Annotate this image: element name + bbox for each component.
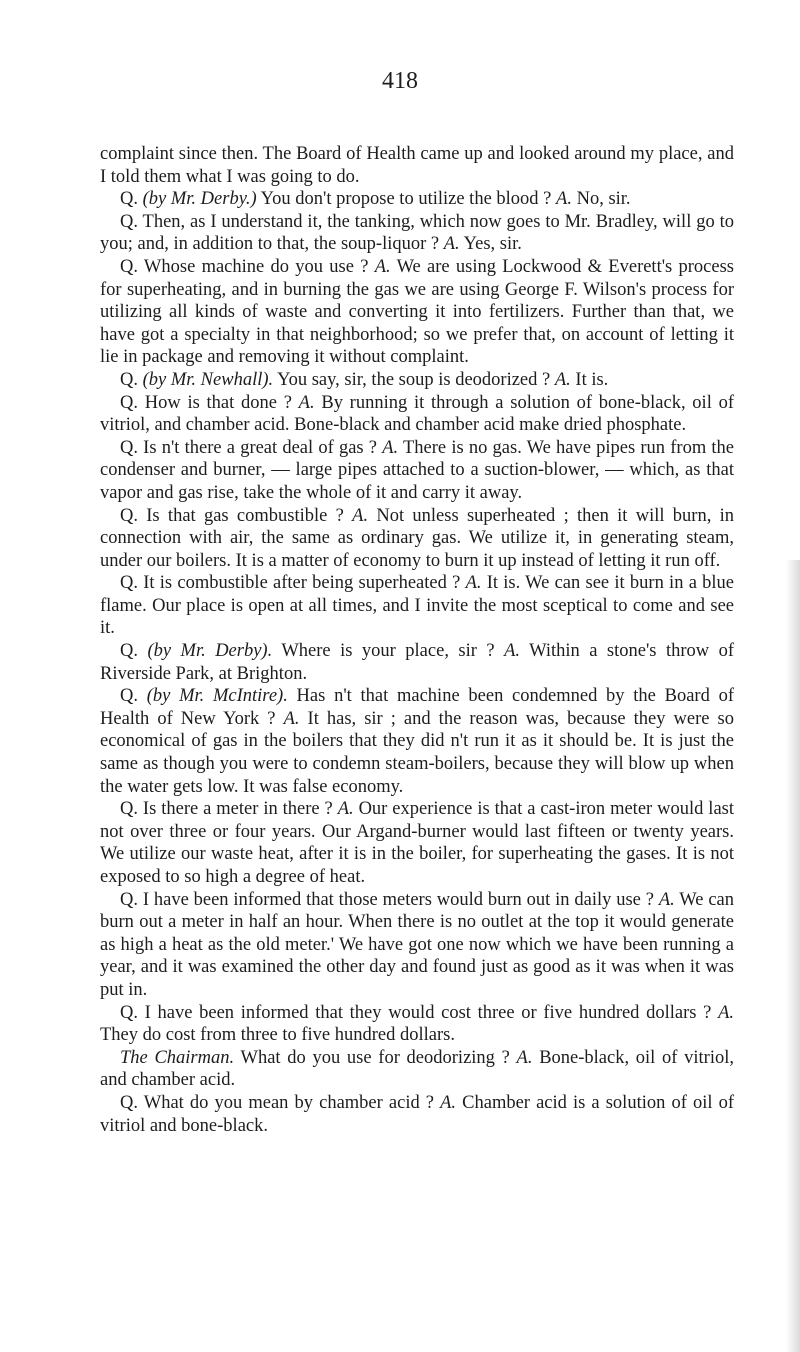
text-run: Q. Is n't there a great deal of gas ?	[120, 437, 383, 458]
text-run: Yes, sir.	[459, 234, 522, 255]
text-run: By running it through a solution of bone-black, oil of vitriol, and chamber acid. Bone-black and chamber acid make dried phosphate.	[100, 392, 734, 436]
italic-text-run: (by Mr. Derby).	[147, 641, 273, 662]
italic-text-run: (by Mr. McIntire).	[146, 686, 288, 707]
italic-text-run: A.	[440, 1092, 457, 1113]
testimony-paragraph	[100, 369, 734, 392]
text-run: What do you use for deodorizing ?	[234, 1047, 517, 1068]
text-run: We can burn out a meter in half an hour. When there is no outlet at the top it would generate as high a heat as the old meter.' We have got one now which we have been running a year, and it was examined the other day and found just as good as it was when it was put in.	[100, 889, 734, 1000]
text-run: Has n't that machine been condemned by the Board of Health of New York ?	[100, 686, 734, 729]
text-run: Q. Then, as I understand it, the tanking, which now goes to Mr. Bradley, will go to you; and, in addition to that, the soup-liquor ?	[100, 211, 734, 255]
text-run: Bone-black, oil of vitriol, and chamber acid.	[100, 1047, 734, 1091]
testimony-paragraph	[100, 392, 734, 437]
text-run: Q. I have been informed that those meters would burn out in daily use ?	[120, 889, 659, 910]
text-run: It is. We can see it burn in a blue flame. Our place is open at all times, and I invite the most sceptical to come and see it.	[100, 573, 734, 639]
testimony-paragraph	[100, 1047, 734, 1092]
text-run: Q.	[120, 686, 147, 707]
text-run: Q. What do you mean by chamber acid ?	[120, 1092, 441, 1113]
text-run: Q.	[120, 189, 143, 210]
italic-text-run: A.	[554, 369, 571, 390]
testimony-paragraph	[100, 1092, 734, 1137]
text-run: We are using Lockwood & Everett's process for superheating, and in burning the gas we are using George F. Wilson's process for utilizing all kinds of waste and converting it into fertilizers. Further than that, we have got a specialty in that neighborhood; so we prefer that, on account of letting it lie in package and removing it without complaint.	[100, 256, 735, 368]
text-run: Q. I have been informed that they would cost three or five hundred dollars ?	[120, 1002, 719, 1023]
testimony-paragraph	[100, 1002, 734, 1047]
text-run: complaint since then. The Board of Health came up and looked around my place, and I told them what I was going to do.	[100, 144, 734, 187]
italic-text-run: A.	[382, 437, 399, 458]
italic-text-run: A.	[516, 1047, 533, 1068]
italic-text-run: A.	[337, 799, 354, 820]
text-run: You don't propose to utilize the blood ?	[256, 189, 557, 210]
italic-text-run: The Chairman.	[120, 1047, 235, 1068]
text-run: They do cost from three to five hundred dollars.	[100, 1025, 455, 1046]
text-run: Q.	[120, 641, 148, 662]
testimony-paragraph	[100, 572, 734, 640]
italic-text-run: A.	[556, 189, 572, 210]
text-run: There is no gas. We have pipes run from the condenser and burner, — large pipes attached to a suction-blower, — which, as that vapor and gas rise, take the whole of it and carry it away.	[100, 437, 734, 503]
testimony-paragraph	[100, 437, 734, 505]
italic-text-run: A.	[465, 573, 482, 594]
text-run: You say, sir, the soup is deodorized ?	[273, 369, 555, 390]
italic-text-run: A.	[298, 392, 315, 413]
italic-text-run: A.	[374, 256, 391, 277]
text-run: Within a stone's throw of Riverside Park, at Brighton.	[100, 641, 734, 684]
gutter-shadow	[786, 560, 800, 1352]
text-run: It is.	[570, 369, 609, 390]
text-run: Q.	[120, 369, 143, 390]
text-run: Q. It is combustible after being superheated ?	[120, 573, 466, 594]
testimony-paragraph	[100, 188, 734, 211]
testimony-paragraph	[100, 256, 734, 369]
testimony-text	[100, 143, 734, 1137]
italic-text-run: A.	[718, 1002, 734, 1023]
italic-text-run: A.	[443, 234, 460, 255]
testimony-paragraph	[100, 505, 734, 573]
text-run: Q. Whose machine do you use ?	[120, 256, 375, 277]
italic-text-run: A.	[352, 505, 369, 526]
text-run: Q. How is that done ?	[120, 392, 299, 413]
italic-text-run: (by Mr. Newhall).	[142, 369, 274, 390]
text-run: Q. Is that gas combustible ?	[120, 505, 353, 526]
text-run: Q. Is there a meter in there ?	[120, 799, 338, 820]
text-run: Our experience is that a cast-iron meter would last not over three or four years. Our Argand-burner would last fifteen or twenty years. We utilize our waste heat, after it is in the boiler, for superheating the gases. It is not exposed to so high a degree of heat.	[100, 799, 734, 887]
italic-text-run: A.	[658, 889, 675, 910]
testimony-paragraph	[100, 685, 734, 798]
testimony-paragraph	[100, 889, 734, 1002]
testimony-paragraph	[100, 143, 734, 188]
page-number: 418	[382, 68, 418, 94]
italic-text-run: (by Mr. Derby.)	[142, 189, 257, 210]
testimony-paragraph	[100, 211, 734, 256]
testimony-paragraph	[100, 798, 734, 888]
italic-text-run: A.	[504, 641, 520, 662]
text-run: No, sir.	[571, 189, 631, 210]
text-run: Chamber acid is a solution of oil of vitriol and bone-black.	[100, 1092, 734, 1136]
italic-text-run: A.	[283, 708, 300, 729]
testimony-paragraph	[100, 640, 734, 685]
text-run: It has, sir ; and the reason was, because they were so economical of gas in the boilers that they did n't run it as it should be. It is just the same as though you were to condemn steam-boilers, because they will blow up when the water gets low. It was false economy.	[100, 708, 734, 797]
text-run: Where is your place, sir ?	[272, 641, 505, 662]
text-run: Not unless superheated ; then it will burn, in connection with air, the same as ordinary gas. We utilize it, in generating steam, under our boilers. It is a matter of economy to burn it up instead of letting it run off.	[100, 505, 735, 571]
